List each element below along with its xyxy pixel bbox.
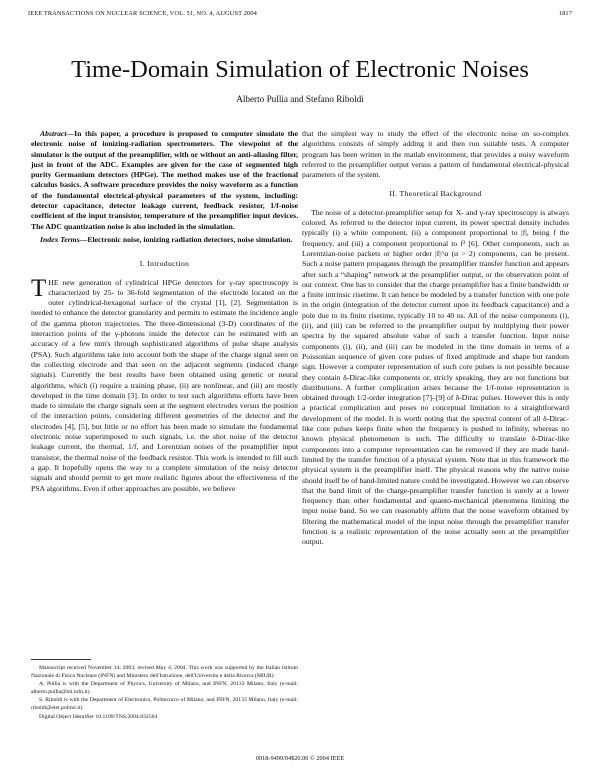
index-terms [31, 235, 298, 245]
page-number: 1817 [558, 10, 572, 17]
background-paragraph: The noise of a detector-preamplifier setup for X- and γ-ray spectroscopy is always colored. As referred to the detector input current, its power spectral density includes typically (i) a white component, (ii) a component proportional to |f|, being f the frequency, and (iii) a component proportional to f² [6]. Other components, such as Lorentzian-noise packets or higher order |f|^α (α > 2) components, can be present. Such a noise pattern propagates through the preamplifier transfer function and appears after such a “shaping” network at the preamplifier output, or the observation point of our context. One has to consider that the charge preamplifier has a finite bandwidth or a finite intrinsic risetime. It can hence be modeled by a transfer function with one pole in the origin (integration of the detector current upon its feedback capacitance) and a pole due to its finite risetime, typically 10 to 40 ns. All of the noise components (i), (ii), and (iii) can be referred to the preamplifier output by multiplying their power spectra by the squared absolute value of such a transfer function. Input noise components (i), (ii), and (iii) can be modeled in the time domain in terms of a Poissonian sequence of given core pulses of fixed amplitude and shape but random sign. However a computer representation of such core pulses is not possible because they contain δ-Dirac-like components or, stricly speaking, they are not functions but distributions. A further complication arises because the 1/f-noise representation is obtained through 1/2-order integration [7]–[9] of δ-Dirac pulses. However this is only a practical complication and poses no conceptual limitation to a straightforward development of the model. It is worth noting that the spectral content of all δ-Dirac-like core pulses keeps finite when the frequency is pushed to infinity, whereas no known physical phenomenon is such. The difficulty to translate δ-Dirac-like components into a computer representation can be removed if they are made band-limited by the transfer function of a physical system. Note that in this framework the physical system is the preamplifier itself. The physical reasons why the native noise should itself be of band-limited nature could be investigated. However we can observe that the band limit of the charge-preamplifier transfer function is surely at a lower frequency than other fundamental and quanto-mechanical phenomena limiting the input noise band. So we can reasonably affirm that the noise waveform obtained by filtering the mathematical model of the input noise through the preamplifier transfer function is a realistic representation of the noise actually seen at the preamplifier output. [302, 207, 569, 547]
right-column [302, 129, 569, 548]
index-terms-text: Electronic noise, ionizing radiation detectors, noise simulation. [87, 234, 293, 244]
index-terms-label: Index Terms— [40, 234, 88, 244]
intro-text: HE new generation of cylindrical HPGe detectors for γ-ray spectroscopy is characterized by 25- to 36-fold segmentation of the electrode located on the outer cylindrical-hexagonal surface of the crystal [1], [2]. Segmentation is needed to enhance the detector granularity and permits to estimate the incidence angle of the gamma photon trajectories. The three-dimensional (3-D) coordinates of the interaction points of the γ-photons inside the detector can be estimated with an accuracy of a few mm's through sophisticated algorithms of pulse shape analysis (PSA). Such algorithms take into account both the shape of the charge signal seen on the collecting electrode and that seen on the adjacent segments (induced charge signals). Currently the best results have been obtained using genetic or neural algorithms, which (i) require a training phase, (ii) are nonlinear, and (iii) are mostly developed in the time domain [3]. In order to test such algorithms efforts have been made to simulate the charge signals seen at the segment electrodes versus the position of the interaction points, considering different geometries of the detector and the electrodes [4], [5], but little or no effort has been made to simulate the fundamental electronic noise superimposed to such signals, i.e. the shot noise of the detector leakage current, the thermal, 1/f, and Lorentzian noises of the preamplifier input transistor, the thermal noise of the feedback resistor. This work is intended to fill such a gap. It hopefully opens the way to a complete simulation of the noisy detector signals and should permit to get more realistic figures about the effectiveness of the PSA algorithms. Even if other approaches are possible, we believe [31, 277, 298, 493]
footnote-doi: Digital Object Identifier 10.1109/TNS.2004.832564 [39, 713, 158, 720]
abstract-text: In this paper, a procedure is proposed to computer simulate the electronic noise of ionizing-radiation spectrometers. The viewpoint of the simulator is the output of the preamplifier, with or without an anti-aliasing filter, just in front of the ADC. Examples are given for the case of segmented high purity Germanium detectors (HPGe). The method makes use of the fractional calculus basics. A software procedure provides the noisy waveform as a function of the fundamental electrical-physical parameters of the system, including: detector capacitance, detector leakage current, feedback resistor, 1/f-noise coefficient of the input transistor, temperature of the preamplifier input devices. The ADC quantization noise is also included in the simulation. [31, 129, 298, 231]
intro-paragraph [31, 274, 298, 494]
paper-title: Time-Domain Simulation of Electronic Noises [71, 56, 529, 83]
footnotes [31, 664, 298, 721]
abstract-label: Abstract— [40, 129, 75, 138]
copyright-line: 0018-9499/04$20.00 © 2004 IEEE [255, 755, 345, 762]
footnote-author-2: S. Riboldi is with the Department of Electronics, Politecnico of Milano, and INFN, 20133 Milano, Italy (e-mail: riboldi@elet.polimi.it). [31, 697, 298, 712]
footnote-rule [31, 659, 91, 660]
footnote-manuscript: Manuscript received November 14, 2003; revised May 4, 2004. This work was supported by the Italian Istituto Nazionale di Fisica Nucleare (INFN) and Ministero dell'Istruzione, dell'Universita e della Ricerca (MIUR). [31, 665, 298, 680]
intro-continuation: that the simplest way to study the effect of the electronic noise on so-complex algorithms consists of simply adding it and then run suitable tests. A computer program has been written in the matlab environment, that provides a noisy waveform referred to the preamplifier output versus a pattern of fundamental electrical-physical parameters of the system. [302, 129, 569, 180]
left-column [31, 129, 298, 494]
paper-authors: Alberto Pullia and Stefano Riboldi [236, 94, 364, 104]
footnote-author-1: A. Pullia is with the Department of Physics, University of Milano, and INFN, 20133 Milano, Italy (e-mail: alberto.pullia@mi.infn.it). [31, 681, 298, 696]
abstract [31, 129, 298, 232]
section-heading-background: II. Theoretical Background [389, 189, 482, 199]
drop-cap: T [31, 274, 47, 302]
running-header: IEEE TRANSACTIONS ON NUCLEAR SCIENCE, VOL. 51, NO. 4, AUGUST 2004 [28, 10, 257, 17]
section-heading-introduction: I. Introduction [139, 259, 190, 269]
